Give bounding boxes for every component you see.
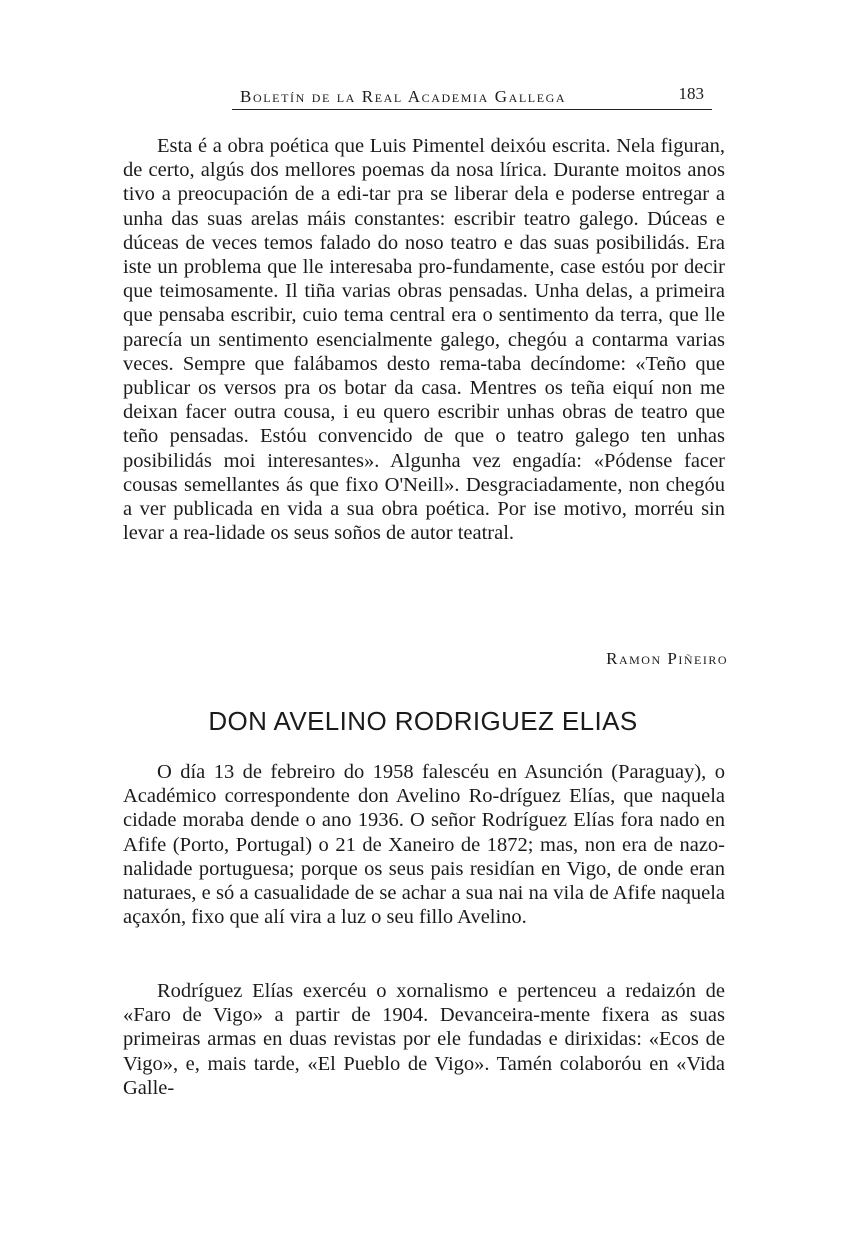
- section-heading-text: DON AVELINO RODRIGUEZ ELIAS: [208, 706, 638, 736]
- article-two-paragraph-1: O día 13 de febreiro do 1958 falescéu en Asunción (Paraguay), o Académico correspondente don Avelino Ro-dríguez Elías, que naquela cidade moraba dende o ano 1936. O señor Rodríguez Elías fora nado en Afife (Porto, Portugal) o 21 de Xaneiro de 1872; mas, non era de nazo-nalidade portuguesa; porque os seus pais residían en Vigo, de onde eran naturaes, e só a casualidade de se achar a sua nai na vila de Afife naquela açaxón, fixo que alí vira a luz o seu fillo Avelino.: [123, 761, 725, 929]
- article-two-body-continued: [123, 979, 725, 1100]
- running-header: [232, 84, 712, 108]
- article-two-paragraph-2: Rodríguez Elías exercéu o xornalismo e pertenceu a redaizón de «Faro de Vigo» a partir de 1904. Devanceira-mente fixera as suas primeiras armas en duas revistas por ele fundadas e dirixidas: «Ecos de Vigo», e, mais tarde, «El Pueblo de Vigo». Tamén colaboróu en «Vida Galle-: [123, 980, 725, 1099]
- article-two-body: [123, 760, 725, 929]
- journal-title: Boletín de la Real Academia Gallega: [240, 87, 567, 106]
- author-signature: Ramon Piñeiro: [606, 649, 728, 668]
- article-one-paragraph: Esta é a obra poética que Luis Pimentel deixóu escrita. Nela figuran, de certo, algús dos mellores poemas da nosa lírica. Durante moitos anos tivo a preocupación de a edi-tar pra se liberar dela e poderse entregar a unha das suas arelas máis constantes: escribir teatro galego. Dúceas e dúceas de veces temos falado do noso teatro e das suas posibilidás. Era iste un problema que lle interesaba pro-fundamente, case estóu por decir que teimosamente. Il tiña varias obras pensadas. Unha delas, a primeira que pensaba escribir, cuio tema central era o sentimento da terra, que lle parecía un sentimento esencialmente galego, chegóu a contarma varias veces. Sempre que falábamos desto rema-taba decíndome: «Teño que publicar os versos pra os botar da casa. Mentres os teña eiquí non me deixan facer outra cousa, i eu quero escribir unhas obras de teatro que teño pensadas. Estóu convencido de que o teatro galego ten unhas posibilidás moi interesantes». Algunha vez engadía: «Pódense facer cousas semellantes ás que fixo O'Neill». Desgraciadamente, non chegóu a ver publicada en vida a sua obra poética. Por ise motivo, morréu sin levar a rea-lidade os seus soños de autor teatral.: [123, 135, 725, 545]
- page-number: 183: [678, 84, 704, 103]
- section-heading: [0, 706, 850, 737]
- article-one-body: [123, 134, 725, 545]
- header-rule: [232, 109, 712, 110]
